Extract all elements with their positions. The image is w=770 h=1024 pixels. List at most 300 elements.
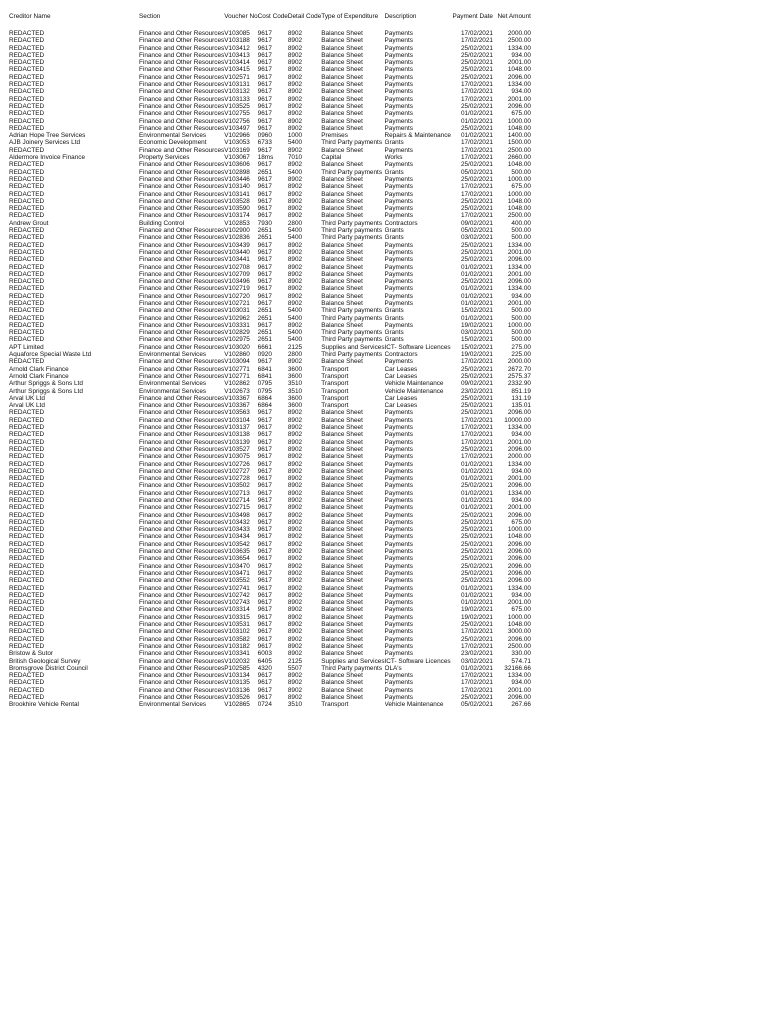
payment-date-cell: 25/02/2021 — [460, 548, 493, 556]
voucher-no-cell: V102721 — [224, 299, 250, 307]
table-row — [9, 169, 531, 176]
payment-date-cell: 25/02/2021 — [460, 555, 493, 563]
creditor-name-cell: REDACTED — [9, 146, 45, 154]
description-cell: Payments — [384, 88, 413, 96]
net-amount-cell: 500.00 — [511, 168, 531, 176]
payment-date-cell: 17/02/2021 — [460, 95, 493, 103]
voucher-no-cell: V103582 — [224, 635, 250, 643]
voucher-no-cell: V103542 — [224, 540, 250, 548]
creditor-name-cell: REDACTED — [9, 438, 45, 446]
detail-code-cell: 8902 — [287, 175, 303, 183]
table-row — [9, 679, 531, 686]
description-cell: Payments — [384, 110, 413, 118]
section-cell: Finance and Other Resources — [139, 161, 225, 169]
net-amount-cell: 2096.00 — [507, 511, 531, 519]
expenditure-type-cell: Balance Sheet — [321, 489, 363, 497]
creditor-name-cell: Aquaforce Special Waste Ltd — [9, 351, 92, 359]
header-type-of-expenditure: Type of Expenditure — [321, 13, 379, 20]
detail-code-cell: 5507 — [287, 664, 303, 672]
expenditure-type-cell: Balance Sheet — [321, 285, 363, 293]
detail-code-cell: 2125 — [287, 343, 303, 351]
payment-date-cell: 25/02/2021 — [460, 577, 493, 585]
cost-code-cell: 9617 — [257, 197, 272, 205]
expenditure-type-cell: Balance Sheet — [321, 635, 363, 643]
table-row — [9, 570, 531, 577]
table-row — [9, 234, 531, 241]
creditor-name-cell: REDACTED — [9, 562, 45, 570]
section-cell: Finance and Other Resources — [139, 694, 225, 702]
cost-code-cell: 9617 — [257, 88, 272, 96]
voucher-no-cell: V102720 — [224, 292, 250, 300]
description-cell: Payments — [384, 321, 413, 329]
payment-date-cell: 19/02/2021 — [460, 606, 493, 614]
detail-code-cell: 8902 — [287, 606, 303, 614]
description-cell: Payments — [384, 467, 413, 475]
creditor-name-cell: AJB Joinery Services Ltd — [9, 139, 81, 147]
description-cell: Payments — [384, 299, 413, 307]
net-amount-cell: 934.00 — [511, 88, 531, 96]
section-cell: Finance and Other Resources — [139, 504, 225, 512]
table-row — [9, 344, 531, 351]
creditor-name-cell: REDACTED — [9, 672, 45, 680]
expenditure-type-cell: Balance Sheet — [321, 475, 363, 483]
payment-date-cell: 15/02/2021 — [460, 336, 493, 344]
expenditure-type-cell: Third Party payments — [321, 351, 383, 359]
payment-date-cell: 25/02/2021 — [460, 372, 493, 380]
expenditure-type-cell: Balance Sheet — [321, 686, 363, 694]
section-cell: Finance and Other Resources — [139, 175, 225, 183]
voucher-no-cell: V103440 — [224, 248, 250, 256]
creditor-name-cell: REDACTED — [9, 409, 45, 417]
voucher-no-cell: V102719 — [224, 285, 250, 293]
net-amount-cell: 675.00 — [511, 110, 531, 118]
table-row — [9, 424, 531, 431]
description-cell: Payments — [384, 30, 413, 37]
voucher-no-cell: V103367 — [224, 402, 250, 410]
detail-code-cell: 8902 — [287, 540, 303, 548]
description-cell: Payments — [384, 270, 413, 278]
description-cell: Payments — [384, 205, 413, 213]
detail-code-cell: 5400 — [287, 168, 303, 176]
voucher-no-cell: V103031 — [224, 307, 250, 315]
table-row — [9, 592, 531, 599]
expenditure-type-cell: Premises — [321, 132, 348, 140]
voucher-no-cell: V102860 — [224, 351, 250, 359]
payment-date-cell: 01/02/2021 — [460, 475, 493, 483]
creditor-name-cell: REDACTED — [9, 694, 45, 702]
description-cell: ICT- Software Licences — [384, 343, 451, 351]
description-cell: Contractors — [384, 351, 418, 359]
payment-date-cell: 25/02/2021 — [460, 394, 493, 402]
section-cell: Finance and Other Resources — [139, 314, 225, 322]
table-row — [9, 599, 531, 606]
payment-date-cell: 25/02/2021 — [460, 161, 493, 169]
table-row — [9, 606, 531, 613]
expenditure-type-cell: Transport — [321, 701, 349, 709]
cost-code-cell: 9617 — [257, 241, 272, 249]
description-cell: Payments — [384, 183, 413, 191]
cost-code-cell: 6864 — [257, 402, 272, 410]
table-row — [9, 322, 531, 329]
creditor-name-cell: REDACTED — [9, 117, 45, 125]
description-cell: Payments — [384, 599, 413, 607]
cost-code-cell: 9617 — [257, 321, 272, 329]
detail-code-cell: 8902 — [287, 562, 303, 570]
payment-date-cell: 25/02/2021 — [460, 409, 493, 417]
net-amount-cell: 934.00 — [511, 51, 531, 59]
detail-code-cell: 5400 — [287, 307, 303, 315]
description-cell: Payments — [384, 504, 413, 512]
cost-code-cell: 6661 — [257, 343, 272, 351]
payment-date-cell: 25/02/2021 — [460, 278, 493, 286]
detail-code-cell: 8902 — [287, 44, 303, 52]
table-row — [9, 176, 531, 183]
expenditure-type-cell: Balance Sheet — [321, 606, 363, 614]
net-amount-cell: 1000.00 — [507, 117, 531, 125]
section-cell: Finance and Other Resources — [139, 548, 225, 556]
net-amount-cell: 500.00 — [511, 234, 531, 242]
detail-code-cell: 3600 — [287, 402, 303, 410]
section-cell: Economic Development — [139, 139, 207, 147]
cost-code-cell: 9617 — [257, 358, 272, 366]
section-cell: Finance and Other Resources — [139, 299, 225, 307]
voucher-no-cell: V103439 — [224, 241, 250, 249]
voucher-no-cell: V103174 — [224, 212, 250, 220]
net-amount-cell: 500.00 — [511, 336, 531, 344]
expenditure-type-cell: Transport — [321, 402, 349, 410]
detail-code-cell: 8902 — [287, 621, 303, 629]
voucher-no-cell: V103446 — [224, 175, 250, 183]
creditor-name-cell: REDACTED — [9, 81, 45, 89]
description-cell: Payments — [384, 679, 413, 687]
expenditure-type-cell: Balance Sheet — [321, 548, 363, 556]
expenditure-type-cell: Balance Sheet — [321, 533, 363, 541]
cost-code-cell: 9617 — [257, 642, 272, 650]
creditor-name-cell: REDACTED — [9, 212, 45, 220]
cost-code-cell: 9617 — [257, 146, 272, 154]
net-amount-cell: 330.00 — [511, 650, 531, 658]
description-cell: Payments — [384, 161, 413, 169]
payment-date-cell: 03/02/2021 — [460, 234, 493, 242]
voucher-no-cell: V103341 — [224, 650, 250, 658]
expenditure-type-cell: Balance Sheet — [321, 278, 363, 286]
cost-code-cell: 9617 — [257, 526, 272, 534]
detail-code-cell: 1000 — [287, 132, 303, 140]
payment-date-cell: 17/02/2021 — [460, 183, 493, 191]
section-cell: Property Services — [139, 154, 190, 162]
section-cell: Environmental Services — [139, 351, 207, 359]
expenditure-type-cell: Balance Sheet — [321, 621, 363, 629]
payment-date-cell: 25/02/2021 — [460, 59, 493, 67]
detail-code-cell: 8902 — [287, 102, 303, 110]
payment-date-cell: 17/02/2021 — [460, 30, 493, 37]
creditor-name-cell: REDACTED — [9, 453, 45, 461]
section-cell: Finance and Other Resources — [139, 336, 225, 344]
payment-date-cell: 25/02/2021 — [460, 124, 493, 132]
description-cell: Grants — [384, 329, 404, 337]
section-cell: Finance and Other Resources — [139, 110, 225, 118]
payment-date-cell: 25/02/2021 — [460, 205, 493, 213]
cost-code-cell: 9617 — [257, 606, 272, 614]
expenditure-type-cell: Balance Sheet — [321, 95, 363, 103]
detail-code-cell: 5400 — [287, 139, 303, 147]
table-row — [9, 256, 531, 263]
voucher-no-cell: V103133 — [224, 95, 250, 103]
expenditure-type-cell: Balance Sheet — [321, 292, 363, 300]
section-cell: Finance and Other Resources — [139, 628, 225, 636]
section-cell: Finance and Other Resources — [139, 241, 225, 249]
expenditure-type-cell: Balance Sheet — [321, 504, 363, 512]
payment-date-cell: 25/02/2021 — [460, 102, 493, 110]
net-amount-cell: 934.00 — [511, 497, 531, 504]
creditor-name-cell: APT Limited — [9, 343, 44, 351]
voucher-no-cell: V103528 — [224, 197, 250, 205]
voucher-no-cell: V103141 — [224, 190, 250, 198]
section-cell: Finance and Other Resources — [139, 497, 225, 504]
cost-code-cell: 2651 — [257, 329, 272, 337]
detail-code-cell: 8902 — [287, 555, 303, 563]
expenditure-type-cell: Balance Sheet — [321, 424, 363, 432]
description-cell: Payments — [384, 482, 413, 490]
creditor-name-cell: REDACTED — [9, 234, 45, 242]
expenditure-type-cell: Third Party payments — [321, 307, 383, 315]
voucher-no-cell: V103498 — [224, 511, 250, 519]
net-amount-cell: 1334.00 — [507, 81, 531, 89]
payment-date-cell: 01/02/2021 — [460, 467, 493, 475]
voucher-no-cell: V103654 — [224, 555, 250, 563]
expenditure-type-cell: Balance Sheet — [321, 409, 363, 417]
voucher-no-cell: V103094 — [224, 358, 250, 366]
expenditure-type-cell: Balance Sheet — [321, 591, 363, 599]
detail-code-cell: 5400 — [287, 227, 303, 235]
net-amount-cell: 135.01 — [511, 402, 531, 410]
table-row — [9, 512, 531, 519]
section-cell: Finance and Other Resources — [139, 591, 225, 599]
section-cell: Finance and Other Resources — [139, 227, 225, 235]
payment-date-cell: 25/02/2021 — [460, 569, 493, 577]
net-amount-cell: 2575.37 — [507, 372, 531, 380]
voucher-no-cell: V102708 — [224, 263, 250, 271]
table-row — [9, 614, 531, 621]
table-row — [9, 358, 531, 365]
description-cell: Payments — [384, 577, 413, 585]
creditor-name-cell: REDACTED — [9, 299, 45, 307]
voucher-no-cell: V102865 — [224, 701, 250, 709]
voucher-no-cell: V102756 — [224, 117, 250, 125]
cost-code-cell: 9617 — [257, 540, 272, 548]
cost-code-cell: 9617 — [257, 59, 272, 67]
section-cell: Finance and Other Resources — [139, 248, 225, 256]
section-cell: Finance and Other Resources — [139, 664, 225, 672]
detail-code-cell: 8902 — [287, 197, 303, 205]
cost-code-cell: 9617 — [257, 117, 272, 125]
creditor-name-cell: Arthur Spriggs & Sons Ltd — [9, 380, 83, 388]
expenditure-type-cell: Balance Sheet — [321, 569, 363, 577]
detail-code-cell: 8902 — [287, 635, 303, 643]
detail-code-cell: 8902 — [287, 672, 303, 680]
payment-date-cell: 05/02/2021 — [460, 701, 493, 709]
table-row — [9, 461, 531, 468]
table-row — [9, 81, 531, 88]
payment-date-cell: 17/02/2021 — [460, 438, 493, 446]
creditor-name-cell: REDACTED — [9, 66, 45, 74]
payment-date-cell: 17/02/2021 — [460, 37, 493, 45]
description-cell: Payments — [384, 548, 413, 556]
payment-date-cell: 01/02/2021 — [460, 664, 493, 672]
voucher-no-cell: V102853 — [224, 219, 250, 227]
table-row — [9, 701, 531, 708]
detail-code-cell: 8902 — [287, 497, 303, 504]
section-cell: Finance and Other Resources — [139, 44, 225, 52]
detail-code-cell: 8902 — [287, 650, 303, 658]
payment-date-cell: 03/02/2021 — [460, 329, 493, 337]
net-amount-cell: 1334.00 — [507, 672, 531, 680]
voucher-no-cell: V103635 — [224, 548, 250, 556]
description-cell: Payments — [384, 533, 413, 541]
table-row — [9, 336, 531, 343]
description-cell: Payments — [384, 102, 413, 110]
creditor-name-cell: Bromsgrove District Council — [9, 664, 88, 672]
cost-code-cell: 6003 — [257, 650, 272, 658]
net-amount-cell: 1000.00 — [507, 321, 531, 329]
cost-code-cell: 9617 — [257, 44, 272, 52]
voucher-no-cell: V102741 — [224, 584, 250, 592]
detail-code-cell: 8902 — [287, 110, 303, 118]
table-row — [9, 636, 531, 643]
table-row — [9, 417, 531, 424]
description-cell: Payments — [384, 475, 413, 483]
cost-code-cell: 9617 — [257, 37, 272, 45]
expenditure-type-cell: Balance Sheet — [321, 599, 363, 607]
table-row — [9, 519, 531, 526]
net-amount-cell: 2001.00 — [507, 438, 531, 446]
expenditure-type-cell: Transport — [321, 365, 349, 373]
net-amount-cell: 1500.00 — [507, 139, 531, 147]
cost-code-cell: 0920 — [257, 351, 272, 359]
net-amount-cell: 2096.00 — [507, 548, 531, 556]
cost-code-cell: 6841 — [257, 365, 272, 373]
payment-date-cell: 15/02/2021 — [460, 343, 493, 351]
net-amount-cell: 1000.00 — [507, 526, 531, 534]
payment-date-cell: 17/02/2021 — [460, 453, 493, 461]
creditor-name-cell: Arval UK Ltd — [9, 394, 45, 402]
creditor-name-cell: REDACTED — [9, 642, 45, 650]
section-cell: Finance and Other Resources — [139, 599, 225, 607]
section-cell: Finance and Other Resources — [139, 263, 225, 271]
net-amount-cell: 1334.00 — [507, 424, 531, 432]
description-cell: Payments — [384, 146, 413, 154]
voucher-no-cell: V103085 — [224, 30, 250, 37]
detail-code-cell: 2800 — [287, 219, 303, 227]
detail-code-cell: 8902 — [287, 577, 303, 585]
creditor-name-cell: REDACTED — [9, 445, 45, 453]
cost-code-cell: 9617 — [257, 453, 272, 461]
table-row — [9, 125, 531, 132]
creditor-name-cell: REDACTED — [9, 460, 45, 468]
voucher-no-cell: V103102 — [224, 628, 250, 636]
net-amount-cell: 1334.00 — [507, 489, 531, 497]
creditor-name-cell: REDACTED — [9, 161, 45, 169]
header-description: Description — [384, 13, 417, 20]
voucher-no-cell: V102728 — [224, 475, 250, 483]
creditor-name-cell: REDACTED — [9, 504, 45, 512]
expenditure-type-cell: Third Party payments — [321, 314, 383, 322]
detail-code-cell: 8902 — [287, 66, 303, 74]
section-cell: Finance and Other Resources — [139, 562, 225, 570]
table-row — [9, 191, 531, 198]
net-amount-cell: 1000.00 — [507, 175, 531, 183]
cost-code-cell: 9617 — [257, 102, 272, 110]
voucher-no-cell: V103314 — [224, 606, 250, 614]
table-row — [9, 482, 531, 489]
section-cell: Finance and Other Resources — [139, 511, 225, 519]
detail-code-cell: 8902 — [287, 59, 303, 67]
expenditure-type-cell: Third Party payments — [321, 139, 383, 147]
net-amount-cell: 675.00 — [511, 518, 531, 526]
cost-code-cell: 9617 — [257, 621, 272, 629]
detail-code-cell: 3600 — [287, 394, 303, 402]
voucher-no-cell: V102032 — [224, 657, 250, 665]
table-row — [9, 526, 531, 533]
section-cell: Finance and Other Resources — [139, 577, 225, 585]
section-cell: Finance and Other Resources — [139, 183, 225, 191]
net-amount-cell: 1000.00 — [507, 613, 531, 621]
section-cell: Finance and Other Resources — [139, 475, 225, 483]
payment-date-cell: 01/02/2021 — [460, 489, 493, 497]
description-cell: Payments — [384, 424, 413, 432]
description-cell: Payments — [384, 358, 413, 366]
voucher-no-cell: V103412 — [224, 44, 250, 52]
detail-code-cell: 8902 — [287, 642, 303, 650]
detail-code-cell: 8902 — [287, 73, 303, 81]
creditor-name-cell: REDACTED — [9, 168, 45, 176]
header-voucher-no: Voucher No — [224, 13, 258, 20]
expenditure-type-cell: Balance Sheet — [321, 197, 363, 205]
section-cell: Finance and Other Resources — [139, 124, 225, 132]
detail-code-cell: 8902 — [287, 256, 303, 264]
detail-code-cell: 3510 — [287, 701, 303, 709]
voucher-no-cell: V103140 — [224, 183, 250, 191]
table-row — [9, 74, 531, 81]
payment-date-cell: 17/02/2021 — [460, 628, 493, 636]
voucher-no-cell: V103606 — [224, 161, 250, 169]
net-amount-cell: 2000.00 — [507, 358, 531, 366]
net-amount-cell: 934.00 — [511, 679, 531, 687]
table-row — [9, 37, 531, 44]
voucher-no-cell: V103415 — [224, 66, 250, 74]
payment-date-cell: 01/02/2021 — [460, 460, 493, 468]
table-row — [9, 563, 531, 570]
cost-code-cell: 9617 — [257, 504, 272, 512]
payment-date-cell: 25/02/2021 — [460, 511, 493, 519]
creditor-name-cell: REDACTED — [9, 511, 45, 519]
creditor-name-cell: REDACTED — [9, 321, 45, 329]
expenditure-type-cell: Balance Sheet — [321, 30, 363, 37]
creditor-name-cell: REDACTED — [9, 431, 45, 439]
cost-code-cell: 9617 — [257, 124, 272, 132]
voucher-no-cell: V103067 — [224, 154, 250, 162]
cost-code-cell: 9617 — [257, 424, 272, 432]
voucher-no-cell: V103075 — [224, 453, 250, 461]
expenditure-type-cell: Balance Sheet — [321, 518, 363, 526]
expenditure-type-cell: Balance Sheet — [321, 59, 363, 67]
net-amount-cell: 2096.00 — [507, 562, 531, 570]
detail-code-cell: 2800 — [287, 351, 303, 359]
creditor-name-cell: REDACTED — [9, 679, 45, 687]
net-amount-cell: 1048.00 — [507, 124, 531, 132]
voucher-no-cell: V103432 — [224, 518, 250, 526]
table-row — [9, 220, 531, 227]
